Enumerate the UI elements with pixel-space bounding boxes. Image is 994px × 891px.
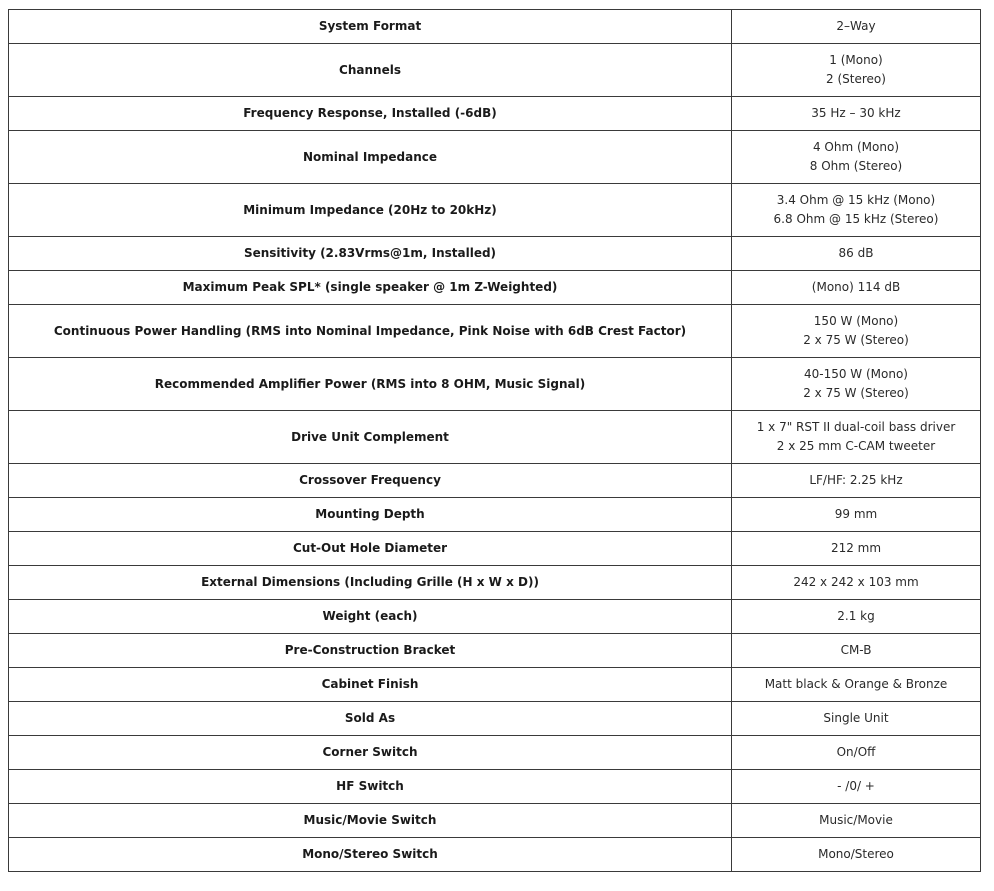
spec-value <box>732 464 981 498</box>
spec-value <box>732 305 981 358</box>
table-row <box>9 668 981 702</box>
spec-value-line: LF/HF: 2.25 kHz <box>809 473 903 487</box>
spec-value <box>732 237 981 271</box>
spec-value-line: 99 mm <box>834 507 878 521</box>
table-row <box>9 498 981 532</box>
spec-value-line: 2 x 75 W (Stereo) <box>803 333 909 347</box>
spec-label: Music/Movie Switch <box>9 804 732 838</box>
table-row <box>9 634 981 668</box>
spec-value-line: 35 Hz – 30 kHz <box>811 106 901 120</box>
spec-value-line: 2 x 25 mm C-CAM tweeter <box>776 439 936 453</box>
spec-value <box>732 600 981 634</box>
spec-value-line: 212 mm <box>830 541 882 555</box>
spec-value <box>732 131 981 184</box>
table-row <box>9 131 981 184</box>
spec-value <box>732 702 981 736</box>
table-row <box>9 184 981 237</box>
table-row <box>9 271 981 305</box>
spec-value-line: 4 Ohm (Mono) <box>812 140 899 154</box>
spec-value <box>732 566 981 600</box>
table-row <box>9 411 981 464</box>
spec-value <box>732 358 981 411</box>
spec-label: Continuous Power Handling (RMS into Nominal Impedance, Pink Noise with 6dB Crest Factor) <box>9 305 732 358</box>
table-row <box>9 532 981 566</box>
spec-label: Crossover Frequency <box>9 464 732 498</box>
spec-value <box>732 10 981 44</box>
spec-value-line: 150 W (Mono) <box>813 314 899 328</box>
spec-value <box>732 97 981 131</box>
spec-value <box>732 736 981 770</box>
spec-label: Weight (each) <box>9 600 732 634</box>
spec-value-line: 86 dB <box>838 246 874 260</box>
spec-label: Cut-Out Hole Diameter <box>9 532 732 566</box>
spec-label: Sold As <box>9 702 732 736</box>
spec-label: Mono/Stereo Switch <box>9 838 732 872</box>
spec-label: Frequency Response, Installed (-6dB) <box>9 97 732 131</box>
spec-value-line: Matt black & Orange & Bronze <box>764 677 948 691</box>
spec-label: Channels <box>9 44 732 97</box>
spec-label: Minimum Impedance (20Hz to 20kHz) <box>9 184 732 237</box>
table-row <box>9 804 981 838</box>
spec-value <box>732 44 981 97</box>
spec-label: Drive Unit Complement <box>9 411 732 464</box>
spec-label: Nominal Impedance <box>9 131 732 184</box>
spec-value <box>732 532 981 566</box>
spec-value-line: 6.8 Ohm @ 15 kHz (Stereo) <box>773 212 939 226</box>
table-row <box>9 464 981 498</box>
spec-label: Corner Switch <box>9 736 732 770</box>
table-row <box>9 702 981 736</box>
spec-value <box>732 411 981 464</box>
table-row <box>9 305 981 358</box>
table-row <box>9 44 981 97</box>
table-row <box>9 566 981 600</box>
spec-label: HF Switch <box>9 770 732 804</box>
spec-value-line: 2 (Stereo) <box>826 72 886 86</box>
table-row <box>9 97 981 131</box>
spec-label: External Dimensions (Including Grille (H x W x D)) <box>9 566 732 600</box>
spec-value-line: 242 x 242 x 103 mm <box>793 575 919 589</box>
spec-label: Cabinet Finish <box>9 668 732 702</box>
spec-value <box>732 271 981 305</box>
spec-label: Mounting Depth <box>9 498 732 532</box>
spec-value-line: (Mono) 114 dB <box>811 280 901 294</box>
spec-value <box>732 668 981 702</box>
spec-value-line: 2.1 kg <box>837 609 875 623</box>
spec-value-line: - /0/ + <box>837 779 875 793</box>
spec-value <box>732 498 981 532</box>
table-row <box>9 838 981 872</box>
spec-value-line: 2–Way <box>836 19 876 33</box>
spec-label: Sensitivity (2.83Vrms@1m, Installed) <box>9 237 732 271</box>
spec-value-line: On/Off <box>836 745 876 759</box>
spec-value-line: Music/Movie <box>819 813 893 827</box>
spec-label: System Format <box>9 10 732 44</box>
spec-value-line: 3.4 Ohm @ 15 kHz (Mono) <box>776 193 936 207</box>
spec-value-line: Mono/Stereo <box>818 847 894 861</box>
spec-value-line: Single Unit <box>823 711 889 725</box>
spec-table <box>8 9 981 872</box>
table-row <box>9 358 981 411</box>
table-row <box>9 237 981 271</box>
spec-value <box>732 184 981 237</box>
spec-value-line: 40-150 W (Mono) <box>803 367 908 381</box>
spec-label: Recommended Amplifier Power (RMS into 8 OHM, Music Signal) <box>9 358 732 411</box>
spec-label: Pre-Construction Bracket <box>9 634 732 668</box>
spec-table-body <box>9 10 981 872</box>
table-row <box>9 600 981 634</box>
spec-value <box>732 770 981 804</box>
spec-value-line: 1 x 7" RST II dual-coil bass driver <box>756 420 956 434</box>
spec-label: Maximum Peak SPL* (single speaker @ 1m Z-Weighted) <box>9 271 732 305</box>
table-row <box>9 736 981 770</box>
spec-value-line: 1 (Mono) <box>829 53 883 67</box>
spec-value-line: 8 Ohm (Stereo) <box>809 159 903 173</box>
table-row <box>9 10 981 44</box>
spec-value <box>732 804 981 838</box>
spec-value <box>732 838 981 872</box>
spec-value-line: 2 x 75 W (Stereo) <box>803 386 909 400</box>
spec-value <box>732 634 981 668</box>
table-row <box>9 770 981 804</box>
spec-value-line: CM-B <box>840 643 872 657</box>
